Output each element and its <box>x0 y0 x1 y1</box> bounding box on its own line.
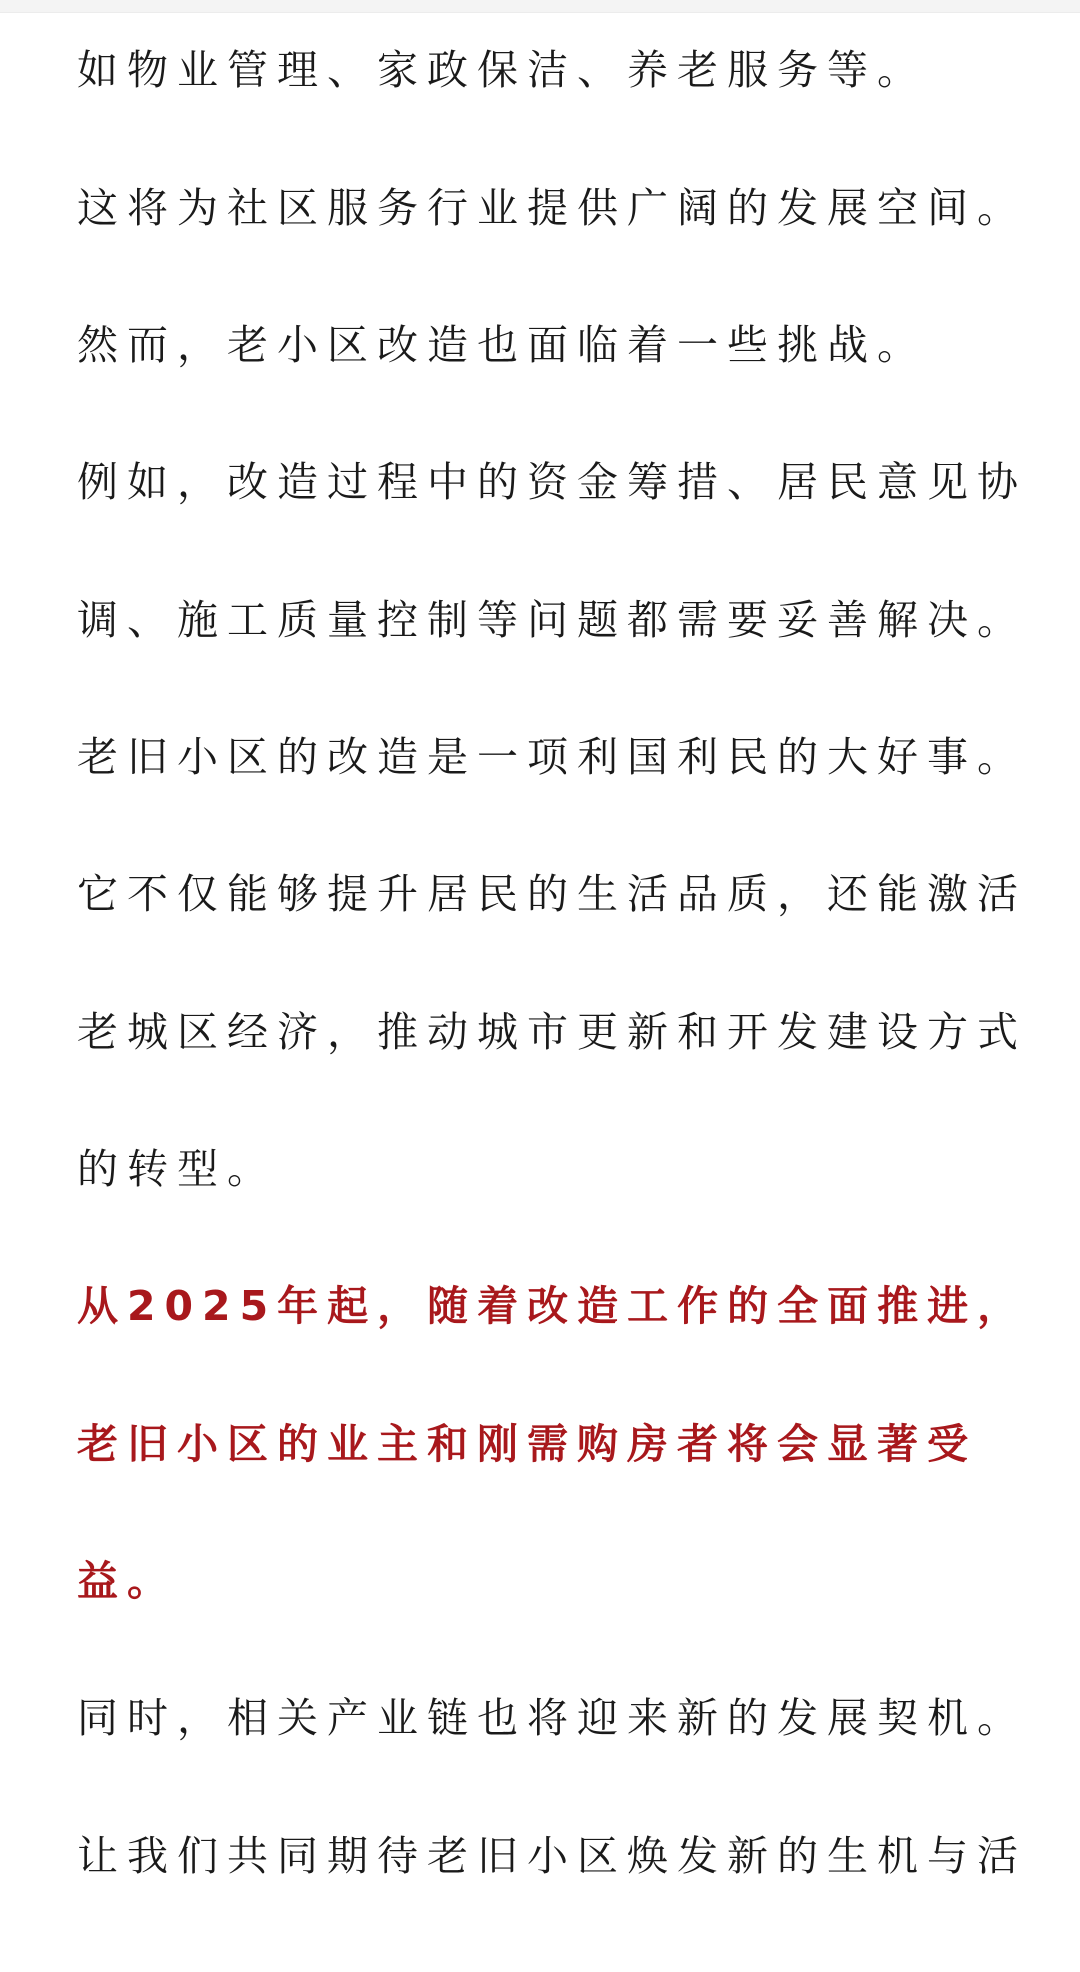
highlight-line: 老旧小区的业主和刚需购房者将会显著受 <box>77 1420 977 1468</box>
article-line: 老旧小区的改造是一项利国利民的大好事。 <box>77 733 1027 781</box>
top-divider <box>0 0 1080 13</box>
article-line: 它不仅能够提升居民的生活品质，还能激活 <box>77 870 1027 918</box>
article-line: 这将为社区服务行业提供广阔的发展空间。 <box>77 184 1027 232</box>
article-line: 调、施工质量控制等问题都需要妥善解决。 <box>77 596 1027 644</box>
article-line: 然而，老小区改造也面临着一些挑战。 <box>77 321 927 369</box>
article-line: 同时，相关产业链也将迎来新的发展契机。 <box>77 1694 1027 1742</box>
article-line: 例如，改造过程中的资金筹措、居民意见协 <box>77 458 1027 506</box>
article-line: 让我们共同期待老旧小区焕发新的生机与活 <box>77 1832 1027 1880</box>
highlight-line: 从2025年起，随着改造工作的全面推进， <box>77 1282 1028 1330</box>
highlight-line: 益。 <box>77 1557 177 1605</box>
article-line: 老城区经济，推动城市更新和开发建设方式 <box>77 1008 1027 1056</box>
article-line: 的转型。 <box>77 1145 277 1193</box>
article-line: 如物业管理、家政保洁、养老服务等。 <box>77 46 927 94</box>
